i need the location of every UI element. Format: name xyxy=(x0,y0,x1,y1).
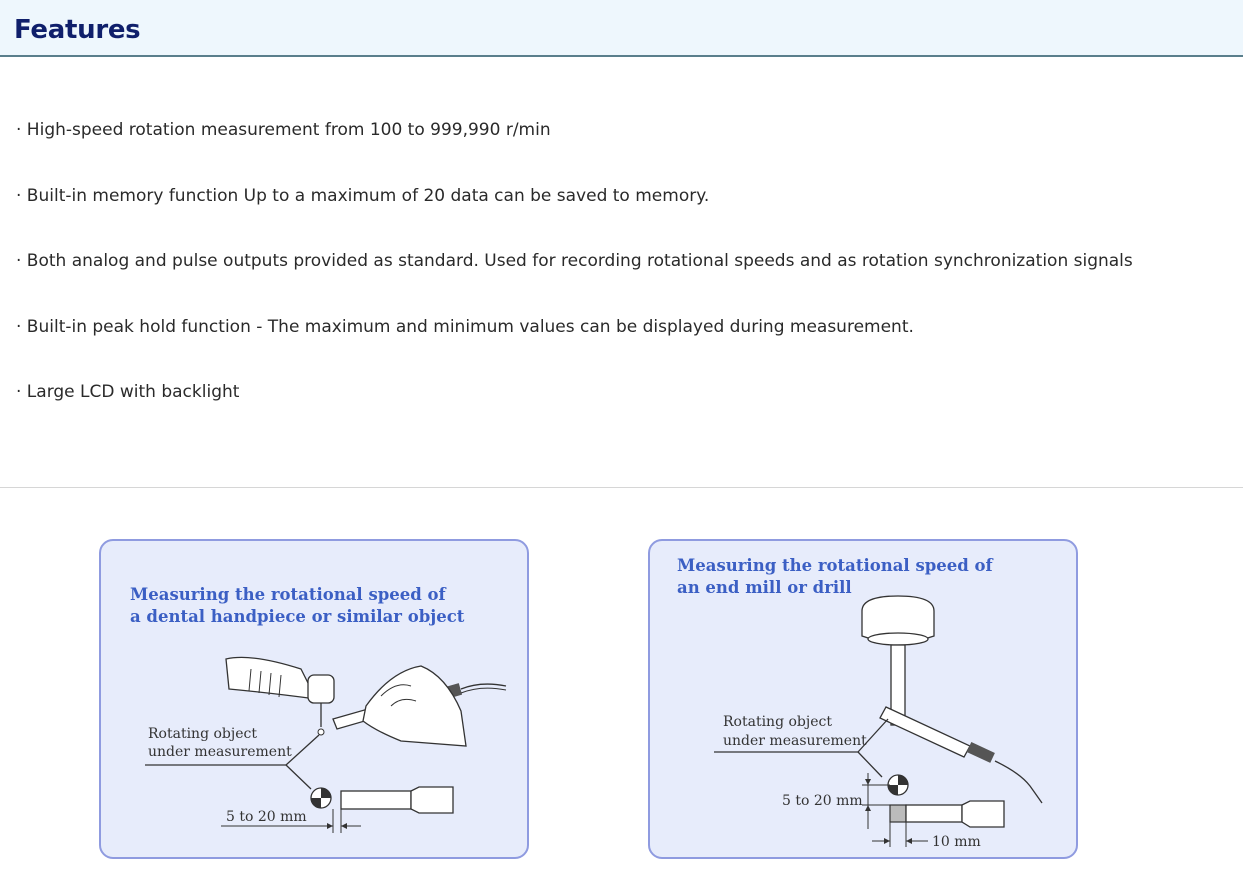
rotation-icon xyxy=(311,788,331,808)
width-label: 10 mm xyxy=(932,834,981,850)
panel-title-line1: Measuring the rotational speed of xyxy=(677,556,993,575)
feature-list xyxy=(16,118,1133,446)
section-title: Features xyxy=(14,15,141,45)
feature-item: · Large LCD with backlight xyxy=(16,382,240,402)
feature-item: · Both analog and pulse outputs provided as standard. Used for recording rotational speeds and as rotation synchronization signals xyxy=(16,251,1133,271)
panel-title-line2: an end mill or drill xyxy=(677,578,852,597)
distance-label: 5 to 20 mm xyxy=(226,809,307,825)
end-mill-illustration xyxy=(648,539,1078,859)
spindle-icon xyxy=(862,596,934,725)
feature-item: · High-speed rotation measurement from 100 to 999,990 r/min xyxy=(16,120,551,140)
object-label-line2: under measurement xyxy=(723,733,867,749)
object-label-line1: Rotating object xyxy=(148,726,257,742)
end-mill-diagram xyxy=(650,541,1078,859)
panel-title-line1: Measuring the rotational speed of xyxy=(130,585,446,604)
section-header xyxy=(0,0,1243,57)
feature-item: · Built-in peak hold function - The maximum and minimum values can be displayed during measurement. xyxy=(16,316,914,337)
divider xyxy=(0,487,1243,488)
distance-label: 5 to 20 mm xyxy=(782,793,863,809)
feature-item: · Built-in memory function Up to a maximum of 20 data can be saved to memory. xyxy=(16,185,710,206)
panel-title-line2: a dental handpiece or similar object xyxy=(130,607,465,626)
object-label-line1: Rotating object xyxy=(723,714,832,730)
rotation-icon xyxy=(888,775,908,795)
handpiece-icon xyxy=(226,657,334,735)
object-label-line2: under measurement xyxy=(148,744,292,760)
dental-handpiece-diagram xyxy=(101,541,529,859)
sensor-probe-icon xyxy=(333,666,506,746)
dental-handpiece-illustration xyxy=(99,539,529,859)
